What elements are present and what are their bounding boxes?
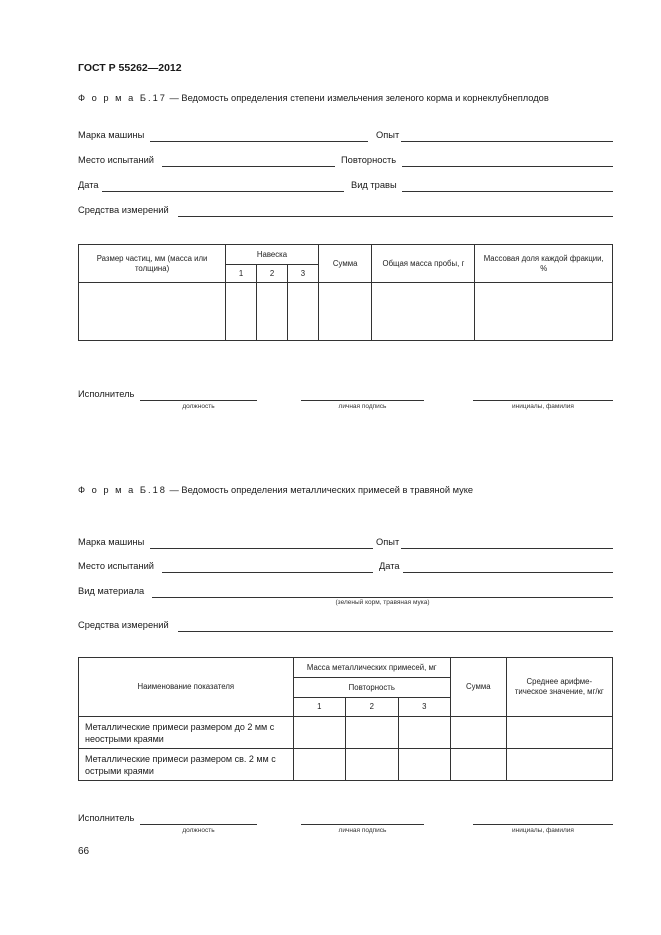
form18-row-2-cell-2[interactable] bbox=[346, 749, 398, 781]
form18-row-2-sum[interactable] bbox=[450, 749, 506, 781]
form18-experiment-field[interactable] bbox=[401, 548, 613, 549]
form18-sub-2: 2 bbox=[346, 698, 398, 717]
form18-place-label: Место испытаний bbox=[78, 561, 154, 571]
form17-title bbox=[78, 93, 549, 103]
form17-cell-total[interactable] bbox=[372, 283, 475, 341]
form18-title-text: — Ведомость определения металлических примесей в травяной муке bbox=[166, 485, 474, 495]
form17-cell-1[interactable] bbox=[226, 283, 257, 341]
form18-sub-3: 3 bbox=[398, 698, 450, 717]
form18-row-1-name: Металлические примеси размером до 2 мм с неострыми краями bbox=[79, 717, 294, 749]
form18-table bbox=[78, 657, 613, 781]
form18-initials-caption: инициалы, фамилия bbox=[512, 827, 574, 834]
form17-place-label: Место испытаний bbox=[78, 155, 154, 165]
form17-experiment-label: Опыт bbox=[376, 130, 400, 140]
form17-position-caption: должность bbox=[182, 403, 215, 410]
form18-position-caption: должность bbox=[182, 827, 215, 834]
form18-sub-1: 1 bbox=[293, 698, 345, 717]
form17-executor-label: Исполнитель bbox=[78, 389, 135, 399]
form17-sign-caption: личная подпись bbox=[338, 403, 387, 410]
form18-position-field[interactable] bbox=[140, 824, 257, 825]
form17-sub-3: 3 bbox=[287, 265, 318, 283]
form18-executor-label: Исполнитель bbox=[78, 813, 135, 823]
form17-cell-2[interactable] bbox=[257, 283, 288, 341]
form17-position-field[interactable] bbox=[140, 400, 257, 401]
form18-col-name: Наименование показателя bbox=[79, 658, 294, 717]
form17-tools-label: Средства измерений bbox=[78, 205, 169, 215]
form17-col-sum: Сумма bbox=[318, 245, 372, 283]
form18-col-mass: Масса металлических примесей, мг bbox=[293, 658, 450, 678]
form18-row-1-cell-2[interactable] bbox=[346, 717, 398, 749]
form18-row-2-mean[interactable] bbox=[506, 749, 612, 781]
document-header: ГОСТ Р 55262—2012 bbox=[78, 62, 182, 74]
form18-col-repeat: Повторность bbox=[293, 678, 450, 698]
form17-machine-label: Марка машины bbox=[78, 130, 145, 140]
form17-initials-caption: инициалы, фамилия bbox=[512, 403, 574, 410]
form17-cell-sum[interactable] bbox=[318, 283, 372, 341]
form18-row-1-cell-1[interactable] bbox=[293, 717, 345, 749]
form17-date-field[interactable] bbox=[102, 191, 344, 192]
form17-machine-field[interactable] bbox=[150, 141, 368, 142]
form17-col-sample: Навеска bbox=[226, 245, 319, 265]
form17-title-text: — Ведомость определения степени измельчения зеленого корма и корнеклубнеплодов bbox=[166, 93, 549, 103]
form18-row-1-sum[interactable] bbox=[450, 717, 506, 749]
form18-date-field[interactable] bbox=[403, 572, 613, 573]
form17-tools-field[interactable] bbox=[178, 216, 613, 217]
form17-initials-field[interactable] bbox=[473, 400, 613, 401]
form18-row-1-mean[interactable] bbox=[506, 717, 612, 749]
form17-table bbox=[78, 244, 613, 341]
form17-repeat-field[interactable] bbox=[402, 166, 613, 167]
form18-row-2-cell-3[interactable] bbox=[398, 749, 450, 781]
form18-title-prefix: Ф о р м а Б.18 bbox=[78, 485, 167, 495]
form17-sign-field[interactable] bbox=[301, 400, 424, 401]
form17-col-total: Общая масса пробы, г bbox=[372, 245, 475, 283]
table-row bbox=[79, 749, 613, 781]
form18-row-2-cell-1[interactable] bbox=[293, 749, 345, 781]
form18-col-mean: Среднее арифме-тическое значение, мг/кг bbox=[506, 658, 612, 717]
form17-col-size: Размер частиц, мм (масса или толщина) bbox=[79, 245, 226, 283]
form17-sub-2: 2 bbox=[257, 265, 288, 283]
form18-material-label: Вид материала bbox=[78, 586, 145, 596]
form17-date-label: Дата bbox=[78, 180, 99, 190]
form17-experiment-field[interactable] bbox=[401, 141, 613, 142]
form18-material-field[interactable] bbox=[152, 597, 613, 598]
form17-cell-size[interactable] bbox=[79, 283, 226, 341]
form18-date-label: Дата bbox=[379, 561, 400, 571]
form18-row-1-cell-3[interactable] bbox=[398, 717, 450, 749]
form17-sub-1: 1 bbox=[226, 265, 257, 283]
form18-tools-field[interactable] bbox=[178, 631, 613, 632]
form17-grass-label: Вид травы bbox=[351, 180, 397, 190]
form17-repeat-label: Повторность bbox=[341, 155, 397, 165]
page-number: 66 bbox=[78, 846, 90, 857]
form17-cell-fraction[interactable] bbox=[475, 283, 613, 341]
form18-place-field[interactable] bbox=[162, 572, 373, 573]
form17-cell-3[interactable] bbox=[287, 283, 318, 341]
form17-place-field[interactable] bbox=[162, 166, 335, 167]
form18-machine-label: Марка машины bbox=[78, 537, 145, 547]
form18-sign-field[interactable] bbox=[301, 824, 424, 825]
form18-tools-label: Средства измерений bbox=[78, 620, 169, 630]
form18-col-sum: Сумма bbox=[450, 658, 506, 717]
form18-row-2-name: Металлические примеси размером св. 2 мм с острыми краями bbox=[79, 749, 294, 781]
form17-title-prefix: Ф о р м а Б.17 bbox=[78, 93, 167, 103]
form18-initials-field[interactable] bbox=[473, 824, 613, 825]
form18-machine-field[interactable] bbox=[150, 548, 373, 549]
form18-sign-caption: личная подпись bbox=[338, 827, 387, 834]
form18-title bbox=[78, 485, 473, 495]
table-row bbox=[79, 717, 613, 749]
form18-experiment-label: Опыт bbox=[376, 537, 400, 547]
form18-material-hint: (зеленый корм, травяная мука) bbox=[335, 599, 430, 606]
form17-grass-field[interactable] bbox=[402, 191, 613, 192]
form17-col-fraction: Массовая доля каждой фракции, % bbox=[475, 245, 613, 283]
